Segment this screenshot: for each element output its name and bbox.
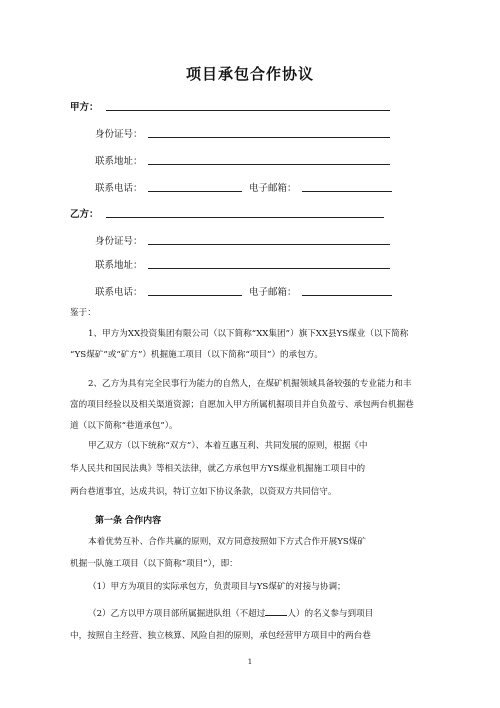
party-b-address-line bbox=[148, 268, 390, 269]
article-1-heading: 第一条 合作内容 bbox=[95, 516, 162, 526]
party-a-email-line bbox=[302, 191, 392, 192]
clause-1-line: “YS煤矿”或“矿方”）机掘施工项目（以下简称“项目”）的承包方。 bbox=[70, 350, 324, 360]
party-a-phone-line bbox=[148, 191, 242, 192]
preamble-line: 甲乙双方（以下统称“双方”）、本着互惠互利、共同发展的原则，根据《中 bbox=[88, 441, 368, 451]
party-a-email-label: 电子邮箱： bbox=[249, 183, 297, 194]
clause-2-line: 道（以下简称“巷道承包”）。 bbox=[70, 421, 178, 431]
party-a-id-line bbox=[148, 137, 390, 138]
item-2 bbox=[70, 603, 442, 647]
whereas-label: 鉴于： bbox=[70, 308, 96, 318]
party-b-address-label: 联系地址： bbox=[95, 260, 143, 271]
party-b-id-label: 身份证号： bbox=[95, 236, 143, 247]
document-title: 项目承包合作协议 bbox=[185, 65, 314, 83]
item-2-text-b: 人）的名义参与到项目 bbox=[287, 609, 374, 619]
party-b-email-line bbox=[302, 295, 392, 296]
article-1-intro-line: 机掘一队施工项目（以下简称“项目”），即： bbox=[70, 559, 238, 569]
party-b-id-line bbox=[148, 244, 390, 245]
party-a-label: 甲方： bbox=[70, 102, 99, 113]
party-a-phone-label: 联系电话： bbox=[95, 183, 143, 194]
preamble-line: 两台巷道事宜，达成共识，特订立如下协议条款，以资双方共同信守。 bbox=[70, 487, 337, 497]
party-b-row bbox=[70, 204, 400, 220]
party-b-id-row bbox=[95, 231, 395, 247]
article-1-intro-line: 本着优势互补、合作共赢的原则，双方同意按照如下方式合作开展YS煤矿 bbox=[88, 537, 366, 547]
party-a-fill-line bbox=[106, 110, 390, 111]
party-a-id-row bbox=[95, 124, 395, 140]
item-2-line: 中，按照自主经营、独立核算、风险自担的原则，承包经营甲方项目中的两台巷 bbox=[70, 631, 371, 641]
party-a-row bbox=[70, 97, 400, 113]
party-b-phone-line bbox=[148, 295, 242, 296]
preamble-line: 华人民共和国民法典》等相关法律，就乙方承包甲方YS煤业机掘施工项目中的 bbox=[70, 464, 366, 474]
clause-1 bbox=[70, 324, 442, 366]
party-a-address-line bbox=[148, 164, 390, 165]
clause-2 bbox=[70, 374, 442, 437]
clause-2-line: 富的项目经验以及相关渠道资源；自愿加入甲方所属机掘项目并自负盈亏、承包两台机掘巷 bbox=[70, 400, 414, 410]
page-number: 1 bbox=[247, 658, 253, 666]
headcount-blank bbox=[265, 606, 287, 616]
party-b-phone-label: 联系电话： bbox=[95, 287, 143, 298]
clause-1-line: 1、甲方为XX投资集团有限公司（以下简称“XX集团”）旗下XX县YS煤业（以下简称 bbox=[88, 329, 409, 339]
party-b-label: 乙方： bbox=[70, 209, 99, 220]
party-b-phone-row bbox=[95, 282, 405, 298]
item-1: （1）甲方为项目的实际承包方，负责项目与YS煤矿的对接与协调； bbox=[88, 582, 346, 592]
clause-2-line: 2、乙方为具有完全民事行为能力的自然人，在煤矿机掘领域具备较强的专业能力和丰 bbox=[88, 379, 412, 389]
party-a-address-row bbox=[95, 151, 395, 167]
party-a-id-label: 身份证号： bbox=[95, 129, 143, 140]
party-b-fill-line bbox=[106, 217, 384, 218]
party-a-phone-row bbox=[95, 178, 405, 194]
preamble bbox=[70, 435, 442, 504]
party-b-address-row bbox=[95, 255, 395, 271]
party-b-email-label: 电子邮箱： bbox=[249, 287, 297, 298]
party-a-address-label: 联系地址： bbox=[95, 156, 143, 167]
item-2-text-a: （2）乙方以甲方项目部所属掘进队组（不超过 bbox=[88, 609, 266, 619]
article-1-intro bbox=[70, 531, 442, 575]
